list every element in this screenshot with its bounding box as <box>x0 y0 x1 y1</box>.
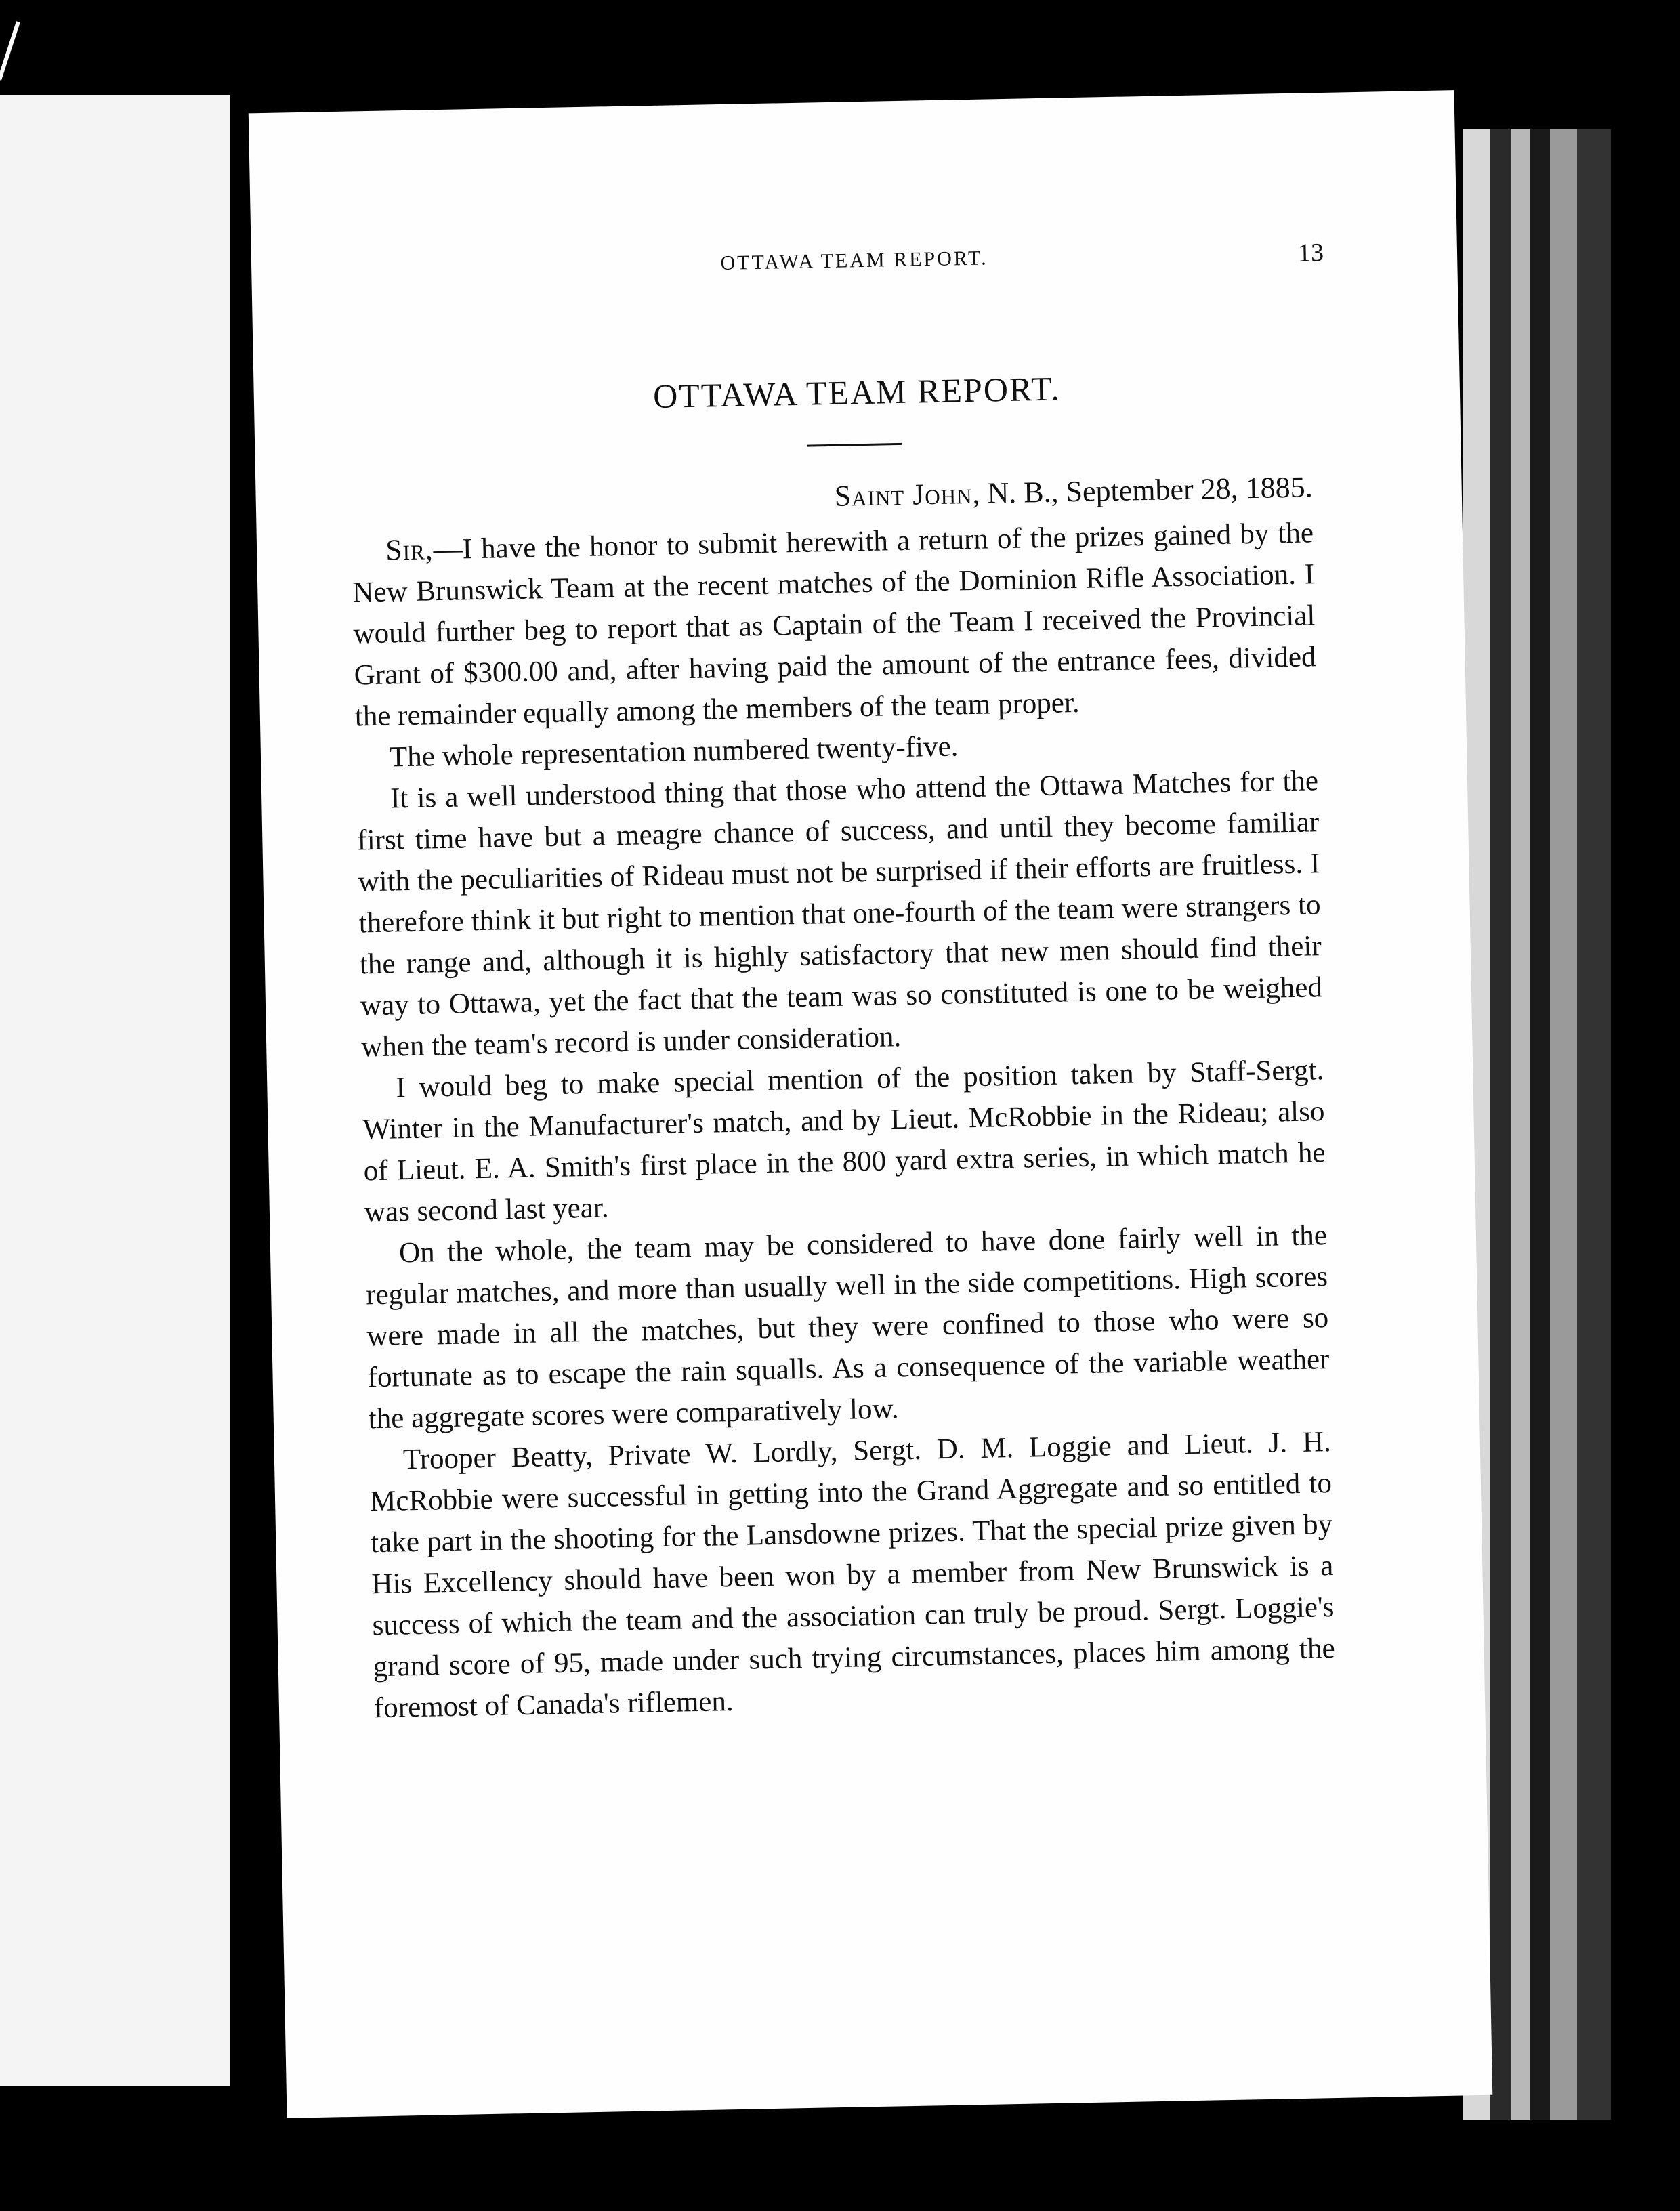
paragraph: It is a well understood thing that those who attend the Ottawa Matches for the first time have but a meagre chance of success, and until they become familiar with the peculiarities of Rideau must not be surprised if their efforts are fruitless. I therefore think it but right to mention that one-fourth of the team were strangers to the range and, although it is highly satisfactory that new men should find their way to Ottawa, yet the fact that the team was so constituted is one to be weighed when the team's record is under consideration. <box>356 765 1323 1064</box>
page-stack-edge <box>1550 129 1577 2120</box>
report-body <box>352 511 1337 1729</box>
paragraph: Trooper Beatty, Private W. Lordly, Sergt. D. M. Loggie and Lieut. J. H. McRobbie were successful in getting into the Grand Aggregate and so entitled to take part in the shooting for the Lansdowne prizes. That the special prize given by His Excellency should have been won by a member from New Brunswick is a success of which the team and the association can truly be proud. Sergt. Loggie's grand score of 95, made under such trying circumstances, places him among the foremost of Canada's riflemen. <box>369 1426 1336 1725</box>
title-rule <box>807 443 902 447</box>
paragraph-text: —I have the honor to submit herewith a return of the prizes gained by the New Brunswick Team at the recent matches of the Dominion Rifle Association. I would further beg to report that as Captain of the Team I received the Provincial Grant of $300.00 and, after having paid the amount of the entrance fees, divided the remainder equally among the members of the team proper. <box>352 517 1316 733</box>
dateline-date: , N. B., September 28, 1885. <box>971 470 1314 510</box>
dateline-place: Saint John <box>834 476 973 513</box>
paragraph: The whole representation numbered twenty-five. <box>389 730 959 774</box>
dateline <box>730 469 1313 515</box>
paragraph: I would beg to make special mention of the position taken by Staff-Sergt. Winter in the Manufacturer's match, and by Lieut. McRobbie in the Rideau; also of Lieut. E. A. Smith's first place in the 800 yard extra series, in which match he was second last year. <box>362 1054 1326 1229</box>
page-title: OTTAWA TEAM REPORT. <box>652 369 1062 415</box>
running-head: OTTAWA TEAM REPORT. <box>720 247 988 275</box>
salutation: Sir, <box>385 532 434 567</box>
left-page-edge <box>0 95 230 2086</box>
paragraph <box>352 511 1318 737</box>
page-stack-edge <box>1511 129 1530 2120</box>
page-stack-edge <box>1577 129 1611 2120</box>
page-stack-edge <box>1530 129 1550 2120</box>
page-stack-edge <box>1490 129 1511 2120</box>
book-page <box>249 90 1492 2118</box>
paragraph: On the whole, the team may be considered to have done fairly well in the regular matches, and more than usually well in the side competitions. High scores were made in all the matches, but they were confined to those who were so fortunate as to escape the rain squalls. As a consequence of the variable weather the aggregate scores were comparatively low. <box>365 1219 1330 1435</box>
scan-mark <box>0 21 20 80</box>
page-number: 13 <box>1297 238 1324 268</box>
